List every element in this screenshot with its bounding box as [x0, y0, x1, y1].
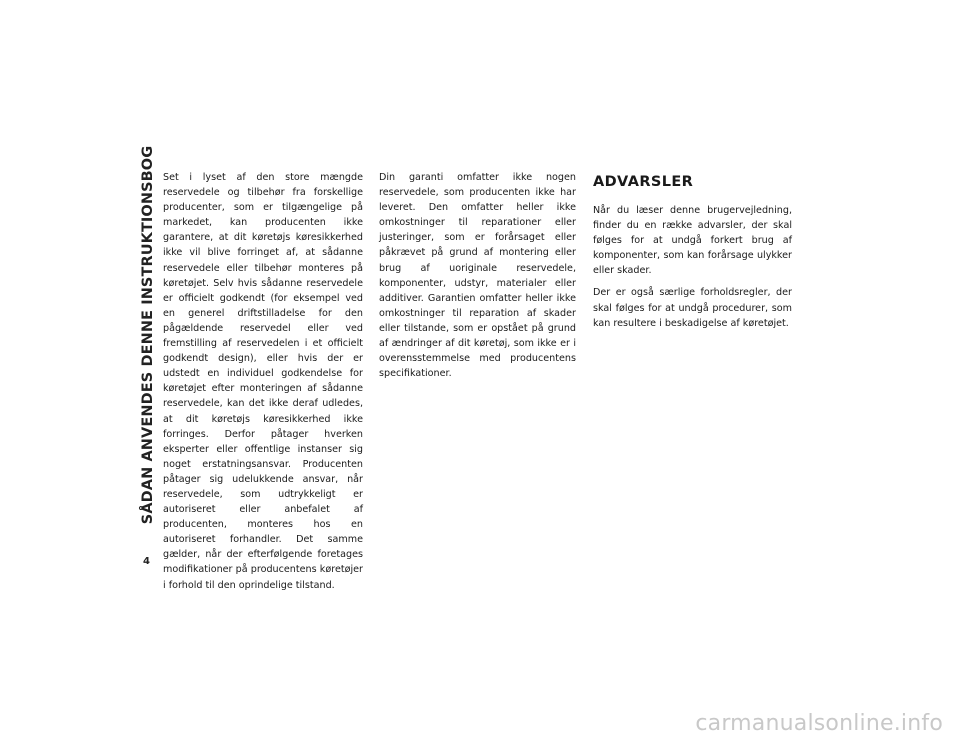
section-heading: ADVARSLER	[593, 174, 694, 190]
body-paragraph: Set i lyset af den store mængde reservedele og tilbehør fra forskellige producenter, som er tilgængelige på markedet, kan producenten ikke garantere, at dit køretøjs køresikkerhed ikke vil blive forringet af, at sådanne reservedele eller tilbehør monteres på køretøjet. Selv hvis sådanne reservedele er officielt godkendt (for eksempel ved en generel driftstilladelse for den pågældende reservedel eller ved fremstilling af reservedelen i et officielt godkendt design), eller hvis der er udstedt en individuel godkendelse for køretøjet efter monteringen af sådanne reservedele, kan det ikke deraf udledes, at dit køretøjs køresikkerhed ikke forringes. Derfor påtager hverken eksperter eller offentlige instanser sig noget erstatningsansvar. Producenten påtager sig udelukkende ansvar, når reservedele, som udtrykkeligt er autoriseret eller anbefalet af producenten, monteres hos en autoriseret forhandler. Det samme gælder, når der efterfølgende foretages modifikationer på producentens køretøjer i forhold til den oprindelige tilstand.	[163, 172, 363, 591]
page-number: 4	[143, 556, 150, 567]
chapter-side-title-text: SÅDAN ANVENDES DENNE INSTRUKTIONSBOG	[140, 145, 156, 525]
body-paragraph: Din garanti omfatter ikke nogen reservedele, som producenten ikke har leveret. Den omfatter heller ikke omkostninger til reparationer eller justeringer, som er forårsaget eller påkrævet på grund af montering eller brug af uoriginale reservedele, komponenter, udstyr, materialer eller additiver. Garantien omfatter heller ikke omkostninger til reparation af skader eller tilstande, som er opstået på grund af ændringer af dit køretøj, som ikke er i overensstemmelse med producentens specifikationer.	[379, 172, 576, 380]
chapter-side-title	[133, 145, 163, 525]
text-column-1	[163, 170, 363, 593]
body-paragraph: Når du læser denne brugervejledning, finder du en række advarsler, der skal følges for at undgå forkert brug af komponenter, som kan forårsage ulykker eller skader.	[593, 205, 792, 277]
watermark: carmanualsonline.info	[695, 711, 943, 736]
text-column-2	[379, 170, 576, 381]
text-column-3	[593, 170, 792, 338]
body-paragraph: Der er også særlige forholdsregler, der skal følges for at undgå procedurer, som kan resultere i beskadigelse af køretøjet.	[593, 287, 792, 329]
